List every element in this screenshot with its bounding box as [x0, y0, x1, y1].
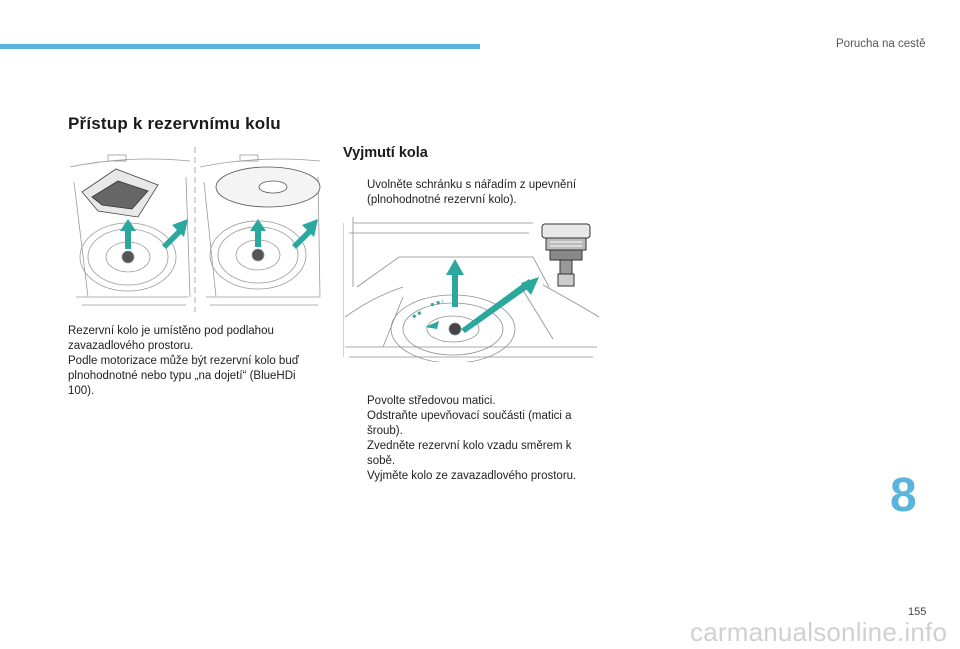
- steps-list-before: [343, 178, 593, 208]
- page-number: 155: [908, 606, 927, 618]
- watermark: carmanualsonline.info: [690, 617, 948, 647]
- steps-list-after: [343, 394, 593, 484]
- step-text: Povolte středovou matici.: [367, 395, 496, 407]
- list-item: [343, 439, 593, 469]
- section-title: Porucha na cestě: [836, 38, 926, 50]
- step-text: Odstraňte upevňovací součásti (matici a šroub).: [367, 410, 572, 437]
- list-item: [343, 469, 593, 484]
- intro-paragraph: [68, 324, 318, 399]
- chapter-number: 8: [890, 469, 917, 522]
- list-item: [343, 178, 593, 208]
- list-item: [343, 394, 593, 409]
- spare-wheel-access-illustration: [68, 147, 323, 312]
- page-title: Přístup k rezervnímu kolu: [68, 114, 281, 133]
- intro-line-1: Rezervní kolo je umístěno pod podlahou zavazadlového prostoru.: [68, 325, 274, 352]
- intro-line-2: Podle motorizace může být rezervní kolo buď plnohodnotné nebo typu „na dojetí“ (BlueHDi 100).: [68, 355, 299, 397]
- step-text: Zvedněte rezervní kolo vzadu směrem k sobě.: [367, 440, 572, 467]
- step-text: Uvolněte schránku s nářadím z upevnění (plnohodnotné rezervní kolo).: [367, 179, 577, 206]
- nut-and-bolt-detail-illustration: [536, 220, 596, 292]
- header-accent-bar: [0, 44, 480, 49]
- list-item: [343, 409, 593, 439]
- subsection-title: Vyjmutí kola: [343, 145, 428, 161]
- step-text: Vyjměte kolo ze zavazadlového prostoru.: [367, 470, 577, 482]
